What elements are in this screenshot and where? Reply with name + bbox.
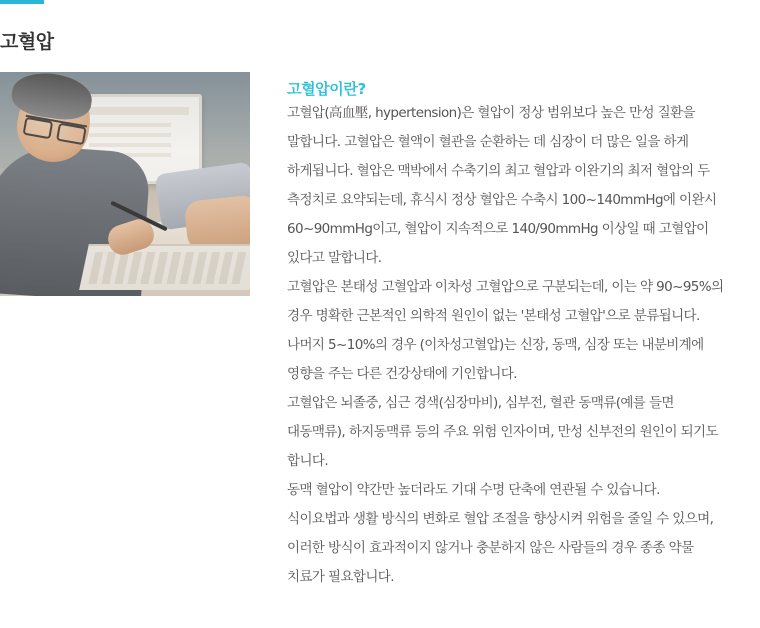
article-body	[287, 72, 734, 592]
article-paragraph-4: 동맥 혈압이 약간만 높더라도 기대 수명 단축에 연관될 수 있습니다.	[287, 482, 660, 498]
page-title: 고혈압	[0, 30, 54, 53]
article-paragraph-1: 고혈압(高血壓, hypertension)은 혈압이 정상 범위보다 높은 만성 질환을 말합니다. 고혈압은 혈액이 혈관을 순환하는 데 심장이 더 많은 일을 하게 하게됩니다. 혈압은 맥박에서 수축기의 최고 혈압과 이완기의 최저 혈압의 두 측정치로 요약되는데, 휴식시 정상 혈압은 수축시 100~140mmHg에 이완시 60~90mmHg이고, 혈압이 지속적으로 140/90mmHg 이상일 때 고혈압이 있다고 말합니다.	[287, 105, 717, 266]
top-accent-bar	[0, 0, 44, 4]
photo-shading-overlay	[0, 72, 250, 296]
hypertension-photo	[0, 72, 250, 296]
article-paragraph-3: 고혈압은 뇌졸중, 심근 경색(심장마비), 심부전, 혈관 동맥류(예를 들면 대동맥류), 하지동맥류 등의 주요 위험 인자이며, 만성 신부전의 원인이 되기도 합니다.	[287, 395, 718, 469]
article-paragraph-2: 고혈압은 본태성 고혈압과 이차성 고혈압으로 구분되는데, 이는 약 90~95%의 경우 명확한 근본적인 의학적 원인이 없는 '본태성 고혈압'으로 분류됩니다. 나머지 5~10%의 경우 (이차성고혈압)는 신장, 동맥, 심장 또는 내분비계에 영향을 주는 다른 건강상태에 기인합니다.	[287, 279, 724, 382]
article-paragraph-5: 식이요법과 생활 방식의 변화로 혈압 조절을 향상시켜 위험을 줄일 수 있으며, 이러한 방식이 효과적이지 않거나 충분하지 않은 사람들의 경우 종종 약물 치료가 필요합니다.	[287, 511, 714, 585]
article-heading: 고혈압이란?	[287, 80, 366, 98]
